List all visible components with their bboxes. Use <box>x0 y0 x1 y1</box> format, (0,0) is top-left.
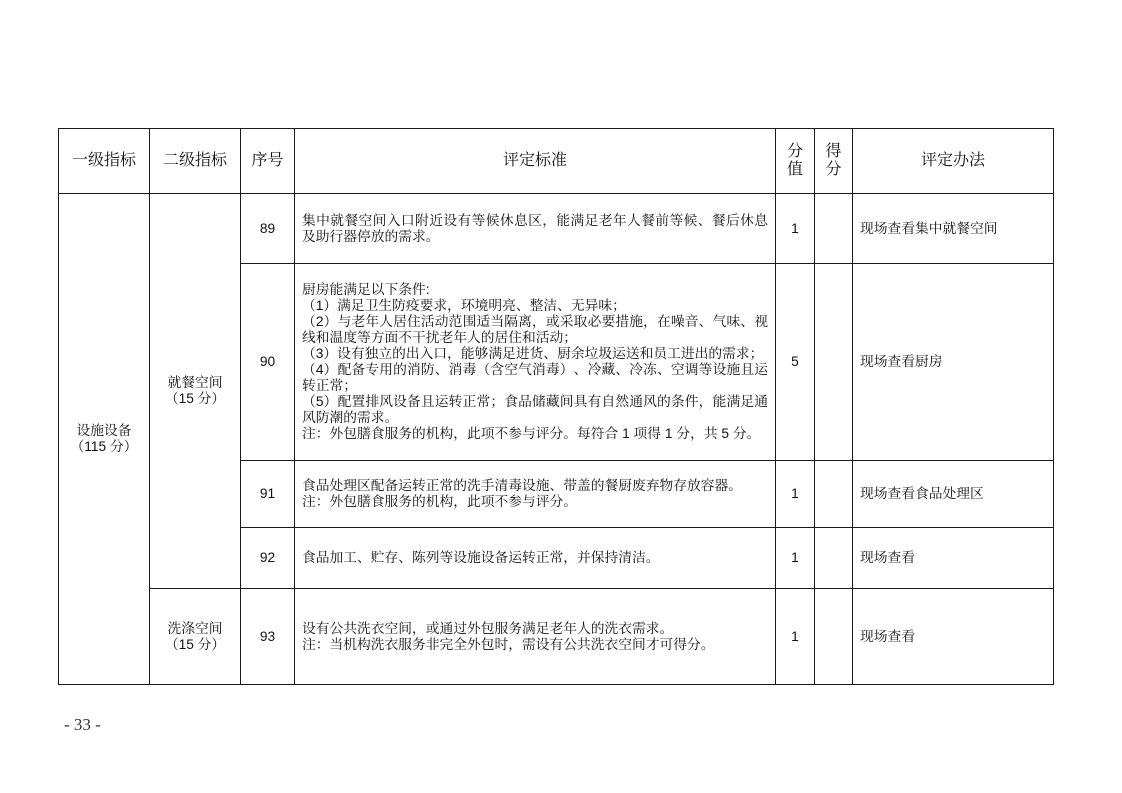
criteria-note: 注：外包膳食服务的机构，此项不参与评分。每符合 1 项得 1 分，共 5 分。 <box>302 426 761 441</box>
seq-number: 89 <box>259 220 276 236</box>
level2-label: 洗涤空间 <box>167 620 223 636</box>
value-number: 1 <box>791 220 799 236</box>
criteria-text: 设有公共洗衣空间，或通过外包服务满足老年人的洗衣需求。 <box>302 620 674 636</box>
value-number: 5 <box>791 354 799 369</box>
page-number: - 33 - <box>64 715 101 734</box>
score-cell <box>815 589 853 685</box>
seq-number: 93 <box>259 628 276 644</box>
level1-cell <box>59 194 150 685</box>
header-score <box>815 129 853 194</box>
score-cell <box>815 461 853 528</box>
criteria-cell <box>295 194 776 264</box>
seq-cell <box>241 589 295 685</box>
level2-cell-laundry <box>150 589 241 685</box>
seq-number: 92 <box>259 550 276 565</box>
table-header-row <box>59 129 1054 194</box>
criteria-item: （3）设有独立的出入口，能够满足进货、厨余垃圾运送和员工进出的需求； <box>302 346 764 361</box>
criteria-cell <box>295 528 776 589</box>
seq-cell <box>241 194 295 264</box>
header-criteria: 评定标准 <box>295 129 776 194</box>
table-row <box>59 589 1054 685</box>
method-text: 现场查看 <box>860 628 916 644</box>
header-level1: 一级指标 <box>59 129 150 194</box>
criteria-text: 集中就餐空间入口附近设有等候休息区，能满足老年人餐前等候、餐后休息及助行器停放的需求。 <box>302 212 768 244</box>
criteria-item: （4）配备专用的消防、消毒（含空气消毒）、冷藏、冷冻、空调等设施且运转正常； <box>302 362 768 393</box>
header-value-label: 分值 <box>786 143 803 178</box>
value-cell <box>776 461 815 528</box>
header-value <box>776 129 815 194</box>
value-number: 1 <box>791 486 799 501</box>
criteria-cell <box>295 461 776 528</box>
seq-number: 90 <box>259 354 276 369</box>
criteria-cell <box>295 589 776 685</box>
header-method: 评定办法 <box>853 129 1054 194</box>
value-cell <box>776 194 815 264</box>
method-cell <box>853 589 1054 685</box>
method-text: 现场查看厨房 <box>860 354 943 369</box>
criteria-item: （2）与老年人居住活动范围适当隔离，或采取必要措施，在噪音、气味、视线和温度等方面不干扰老年人的居住和活动； <box>302 314 768 345</box>
value-cell <box>776 528 815 589</box>
header-seq: 序号 <box>241 129 295 194</box>
method-cell <box>853 528 1054 589</box>
level1-label: 设施设备 <box>76 423 132 438</box>
value-number: 1 <box>791 550 799 565</box>
table-row <box>59 194 1054 264</box>
method-text: 现场查看食品处理区 <box>860 486 984 501</box>
header-level2: 二级指标 <box>150 129 241 194</box>
level1-points: （115 分） <box>70 439 138 454</box>
score-cell <box>815 528 853 589</box>
header-score-label: 得分 <box>825 143 842 178</box>
seq-cell <box>241 264 295 461</box>
score-cell <box>815 194 853 264</box>
method-cell <box>853 461 1054 528</box>
value-cell <box>776 264 815 461</box>
seq-number: 91 <box>259 486 276 501</box>
criteria-text: 食品加工、贮存、陈列等设施设备运转正常，并保持清洁。 <box>302 550 660 565</box>
seq-cell <box>241 461 295 528</box>
seq-cell <box>241 528 295 589</box>
level2-points: （15 分） <box>164 391 226 406</box>
value-number: 1 <box>791 628 799 644</box>
criteria-item: （1）满足卫生防疫要求，环境明亮、整洁、无异味； <box>302 298 626 313</box>
evaluation-table <box>58 128 1054 685</box>
level2-cell-dining <box>150 194 241 589</box>
criteria-cell <box>295 264 776 461</box>
method-text: 现场查看 <box>860 550 916 565</box>
method-text: 现场查看集中就餐空间 <box>860 220 998 236</box>
criteria-item: （5）配置排风设备且运转正常；食品储藏间具有自然通风的条件，能满足通风防潮的需求。 <box>302 394 768 425</box>
level2-points: （15 分） <box>164 636 226 652</box>
value-cell <box>776 589 815 685</box>
score-cell <box>815 264 853 461</box>
criteria-text: 厨房能满足以下条件: <box>302 282 430 297</box>
method-cell <box>853 264 1054 461</box>
criteria-note: 注：当机构洗衣服务非完全外包时，需设有公共洗衣空间才可得分。 <box>302 636 715 652</box>
criteria-note: 注：外包膳食服务的机构，此项不参与评分。 <box>302 494 578 509</box>
criteria-text: 食品处理区配备运转正常的洗手清毒设施、带盖的餐厨废弃物存放容器。 <box>302 478 743 493</box>
level2-label: 就餐空间 <box>167 375 223 390</box>
method-cell <box>853 194 1054 264</box>
